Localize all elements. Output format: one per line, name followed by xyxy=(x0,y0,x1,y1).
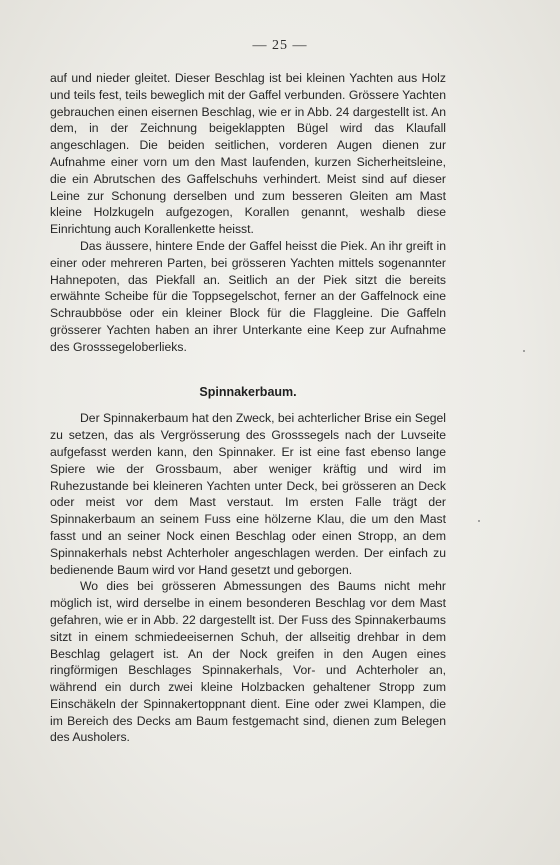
paragraph-gaffel-beschlag: auf und nieder gleitet. Dieser Beschlag ist bei kleinen Yachten aus Holz und teils fest, teils beweglich mit der Gaffel verbunden. Grössere Yachten gebrauchen einen eisernen Beschlag, wie er in Abb. 24 dargestellt ist. An dem, in der Zeichnung beigeklappten Bügel wird das Klaufall angeschlagen. Die beiden seitlichen, vorderen Augen dienen zur Aufnahme einer vorn um den Mast laufenden, kurzen Sicherheitsleine, die ein Abrutschen des Gaffelschuhs verhindert. Meist sind auf dieser Leine zur Schonung derselben und zum besseren Gleiten am Mast kleine Holzkugeln aufgezogen, Korallen genannt, weshalb diese Einrichtung auch Korallenkette heisst. xyxy=(50,71,446,237)
paragraph-spinnakerbaum-beschlag: Wo dies bei grösseren Abmessungen des Baums nicht mehr möglich ist, wird derselbe in einem besonderen Beschlag vor dem Mast gefahren, wie er in Abb. 22 dargestellt ist. Der Fuss des Spinnakerbaums sitzt in einem schmiedeeisernen Schuh, der allseitig drehbar in dem Beschlag gelagert ist. An der Nock greifen in den Augen eines ringförmigen Beschlages Spinnakerhals, Vor- und Achterholer an, während ein durch zwei kleine Holzbacken gehaltener Stropp zum Einschäkeln der Spinnakertoppnant dient. Eine oder zwei Klampen, die im Bereich des Decks am Baum festgemacht sind, dienen zum Belegen des Ausholers. xyxy=(50,579,446,745)
section-title: Spinnakerbaum. xyxy=(199,384,297,399)
paper-speck xyxy=(523,350,525,352)
page-number: — 25 — xyxy=(252,38,308,53)
paragraph-piek: Das äussere, hintere Ende der Gaffel heisst die Piek. An ihr greift in einer oder mehreren Parten, bei grösseren Yachten mittels sogenannter Hahnepoten, das Piekfall an. Seitlich an der Piek sitzt die bereits erwähnte Scheibe für die Toppsegelschot, ferner an der Gaffelnock eine Schraubböse oder ein kleiner Block für die Flaggleine. Die Gaffeln grösserer Yachten haben an ihrer Unterkante eine Keep zur Aufnahme des Grosssegeloberlieks. xyxy=(50,238,446,354)
page-text xyxy=(50,70,446,746)
paper-speck xyxy=(478,520,480,522)
paragraph-spinnakerbaum-zweck: Der Spinnakerbaum hat den Zweck, bei achterlicher Brise ein Segel zu setzen, das als Vergrösserung des Grosssegels nach der Luvseite aufgefasst werden kann, den Spinnaker. Er ist eine fast ebenso lange Spiere wie der Grossbaum, aber weniger kräftig und wird im Ruhezustande bei kleineren Yachten unter Deck, bei grösseren an Deck oder meist vor dem Mast verstaut. Im ersten Falle trägt der Spinnakerbaum an seinem Fuss eine hölzerne Klau, die um den Mast fasst und an seiner Nock einen Beschlag oder einen Stropp, an dem Spinnakerhals nebst Achterholer angeschlagen werden. Der einfach zu bedienende Baum wird vor Hand gesetzt und geborgen. xyxy=(50,411,446,577)
